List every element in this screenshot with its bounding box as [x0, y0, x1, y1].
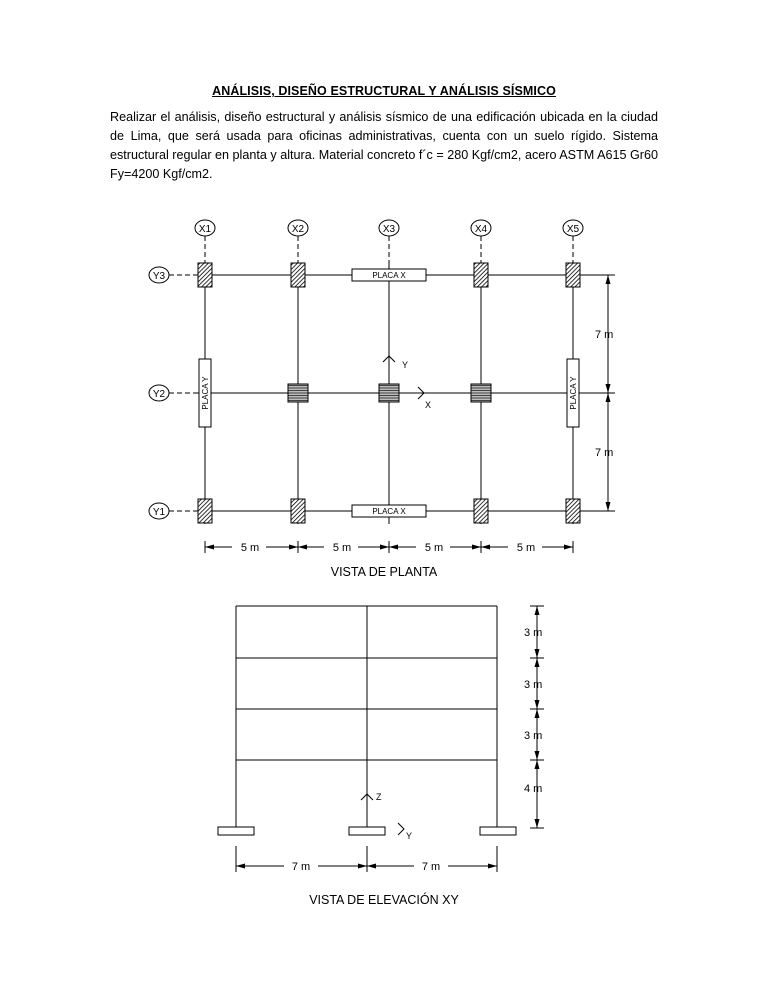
svg-text:5 m: 5 m — [332, 542, 352, 554]
plan-view-caption: VISTA DE PLANTA — [330, 565, 438, 579]
placa-x-top — [352, 269, 426, 281]
svg-text:7 m: 7 m — [421, 861, 441, 873]
elevation-view — [218, 606, 544, 873]
svg-text:X1: X1 — [198, 224, 212, 235]
svg-text:3 m: 3 m — [524, 730, 543, 742]
svg-text:Y1: Y1 — [152, 507, 166, 518]
svg-text:7 m: 7 m — [291, 861, 311, 873]
svg-text:7 m: 7 m — [595, 447, 614, 459]
svg-text:X2: X2 — [291, 224, 305, 235]
svg-text:Y: Y — [402, 360, 409, 370]
axis-bubble-x4 — [471, 220, 491, 264]
svg-text:Y3: Y3 — [152, 271, 166, 282]
svg-text:7 m: 7 m — [595, 329, 614, 341]
problem-statement: Realizar el análisis, diseño estructural y análisis sísmico de una edificación ubicada en la ciudad de Lima, que será usada para oficinas administrativas, cuenta con un suelo rígido. Sistema estructural regular en planta y altura. Material concreto f´c = 280 Kgf/cm2, acero ASTM A615 Gr60 Fy=4200 Kgf/cm2. — [110, 110, 658, 181]
svg-text:3 m: 3 m — [524, 627, 543, 639]
plan-view — [149, 220, 615, 554]
svg-text:PLACA X: PLACA X — [372, 507, 406, 516]
grid-lines — [198, 264, 615, 524]
axis-bubble-y2 — [149, 385, 198, 401]
svg-text:PLACA X: PLACA X — [372, 271, 406, 280]
svg-text:X3: X3 — [382, 224, 396, 235]
placa-y-right — [567, 359, 579, 427]
axis-bubble-x2 — [288, 220, 308, 264]
axis-bubble-x1 — [195, 220, 215, 264]
svg-text:5 m: 5 m — [240, 542, 260, 554]
svg-text:PLACA Y: PLACA Y — [569, 376, 578, 410]
svg-text:X5: X5 — [566, 224, 580, 235]
svg-text:Z: Z — [376, 792, 382, 802]
axis-bubble-x5 — [563, 220, 583, 264]
svg-text:Y2: Y2 — [152, 389, 166, 400]
placa-y-left — [199, 359, 211, 427]
axis-bubble-y3 — [149, 267, 198, 283]
svg-text:X: X — [425, 400, 432, 410]
axis-bubble-x3 — [379, 220, 399, 264]
story-dimension-line — [524, 606, 544, 828]
axis-bubble-y1 — [149, 503, 198, 519]
svg-text:3 m: 3 m — [524, 679, 543, 691]
placa-x-bottom — [352, 505, 426, 517]
svg-text:5 m: 5 m — [516, 542, 536, 554]
bay-dimension-line — [236, 846, 497, 873]
y-axis-bubbles — [149, 267, 198, 519]
elevation-view-caption: VISTA DE ELEVACIÓN XY — [309, 893, 459, 907]
x-dimension-line — [205, 540, 573, 554]
document-title: ANÁLISIS, DISEÑO ESTRUCTURAL Y ANÁLISIS SÍSMICO — [212, 84, 556, 98]
x-axis-bubbles — [195, 220, 583, 264]
svg-text:PLACA Y: PLACA Y — [201, 376, 210, 410]
svg-text:4 m: 4 m — [524, 783, 543, 795]
footings — [218, 827, 516, 835]
svg-text:X4: X4 — [474, 224, 488, 235]
svg-text:Y: Y — [406, 831, 413, 841]
svg-text:5 m: 5 m — [424, 542, 444, 554]
